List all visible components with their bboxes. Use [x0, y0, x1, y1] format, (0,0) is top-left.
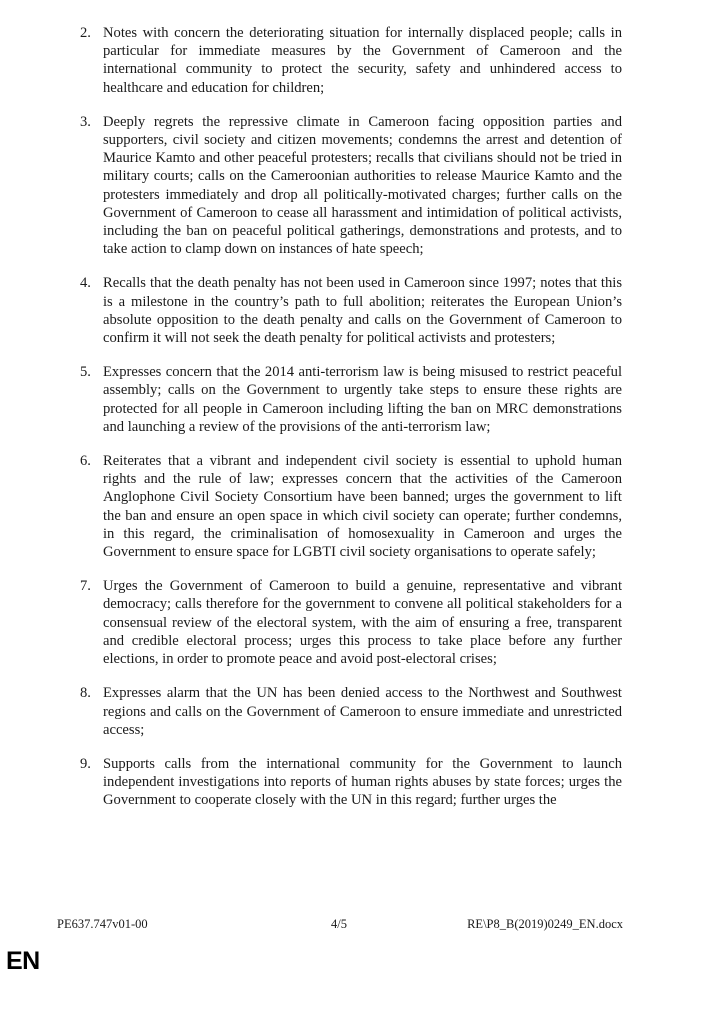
item-text: Reiterates that a vibrant and independent civil society is essential to uphold human rights and the rule of law; expresses concern that the activities of the Cameroon Anglophone Civil Society Consortium have been banned; urges the government to lift the ban and ensure an open space in which civil society can operate; further condemns, in this regard, the criminalisation of homosexuality in Cameroon and urges the Government to ensure space for LGBTI civil society organisations to operate safely;: [103, 453, 622, 561]
item-text: Expresses alarm that the UN has been denied access to the Northwest and Southwest regions and calls on the Government of Cameroon to ensure immediate and unrestricted access;: [103, 685, 622, 738]
list-item: [80, 24, 622, 97]
list-item: [80, 684, 622, 739]
item-number: 6.: [80, 453, 91, 470]
list-item: [80, 363, 622, 436]
page-footer: [0, 915, 707, 933]
language-marker: EN: [6, 947, 40, 975]
item-text: Notes with concern the deteriorating situation for internally displaced people; calls in particular for immediate measures by the Government of Cameroon and the international community to protect the security, safety and unhindered access to healthcare and education for children;: [103, 25, 622, 96]
list-item: [80, 274, 622, 347]
item-number: 2.: [80, 25, 91, 41]
item-number: 7.: [80, 578, 91, 595]
item-text: Recalls that the death penalty has not been used in Cameroon since 1997; notes that this is a milestone in the country’s path to full abolition; reiterates the European Union’s absolute opposition to the death penalty and calls on the Government of Cameroon to confirm it will not seek the death penalty for political activists and protesters;: [103, 275, 622, 347]
item-number: 4.: [80, 275, 91, 292]
item-number: 9.: [80, 755, 91, 772]
list-item: [80, 452, 622, 561]
document-filename: RE\P8_B(2019)0249_EN.docx: [467, 917, 623, 931]
item-number: 5.: [80, 364, 91, 381]
list-item: [80, 577, 622, 668]
item-number: 8.: [80, 685, 91, 702]
item-number: 3.: [80, 113, 91, 130]
resolution-list: [80, 24, 622, 826]
item-text: Urges the Government of Cameroon to build a genuine, representative and vibrant democracy; calls therefore for the government to convene all political stakeholders for a consensual review of the electoral system, with the aim of ensuring a free, transparent and credible electoral process; urges this process to take place before any further elections, in order to promote peace and avoid post-electoral crises;: [103, 578, 622, 668]
list-item: [80, 755, 622, 810]
list-item: [80, 113, 622, 259]
document-reference: PE637.747v01-00: [57, 917, 148, 931]
item-text: Expresses concern that the 2014 anti-terrorism law is being misused to restrict peaceful assembly; calls on the Government to urgently take steps to ensure these rights are protected for all people in Cameroon including lifting the ban on MRC demonstrations and launching a review of the provisions of the anti-terrorism law;: [103, 364, 622, 435]
item-text: Supports calls from the international community for the Government to launch independent investigations into reports of human rights abuses by state forces; urges the Government to cooperate closely with the UN in this regard; further urges the: [103, 755, 622, 809]
page-number: 4/5: [331, 917, 347, 931]
item-text: Deeply regrets the repressive climate in Cameroon facing opposition parties and supporters, civil society and citizen movements; condemns the arrest and detention of Maurice Kamto and other peaceful protesters; recalls that civilians should not be tried in military courts; calls on the Cameroonian authorities to release Maurice Kamto and the protesters immediately and drop all politically-motivated charges; further calls on the Government of Cameroon to cease all harassment and intimidation of political activists, including the ban on peaceful political gatherings, demonstrations and protests, and to take action to clamp down on instances of hate speech;: [103, 113, 622, 258]
